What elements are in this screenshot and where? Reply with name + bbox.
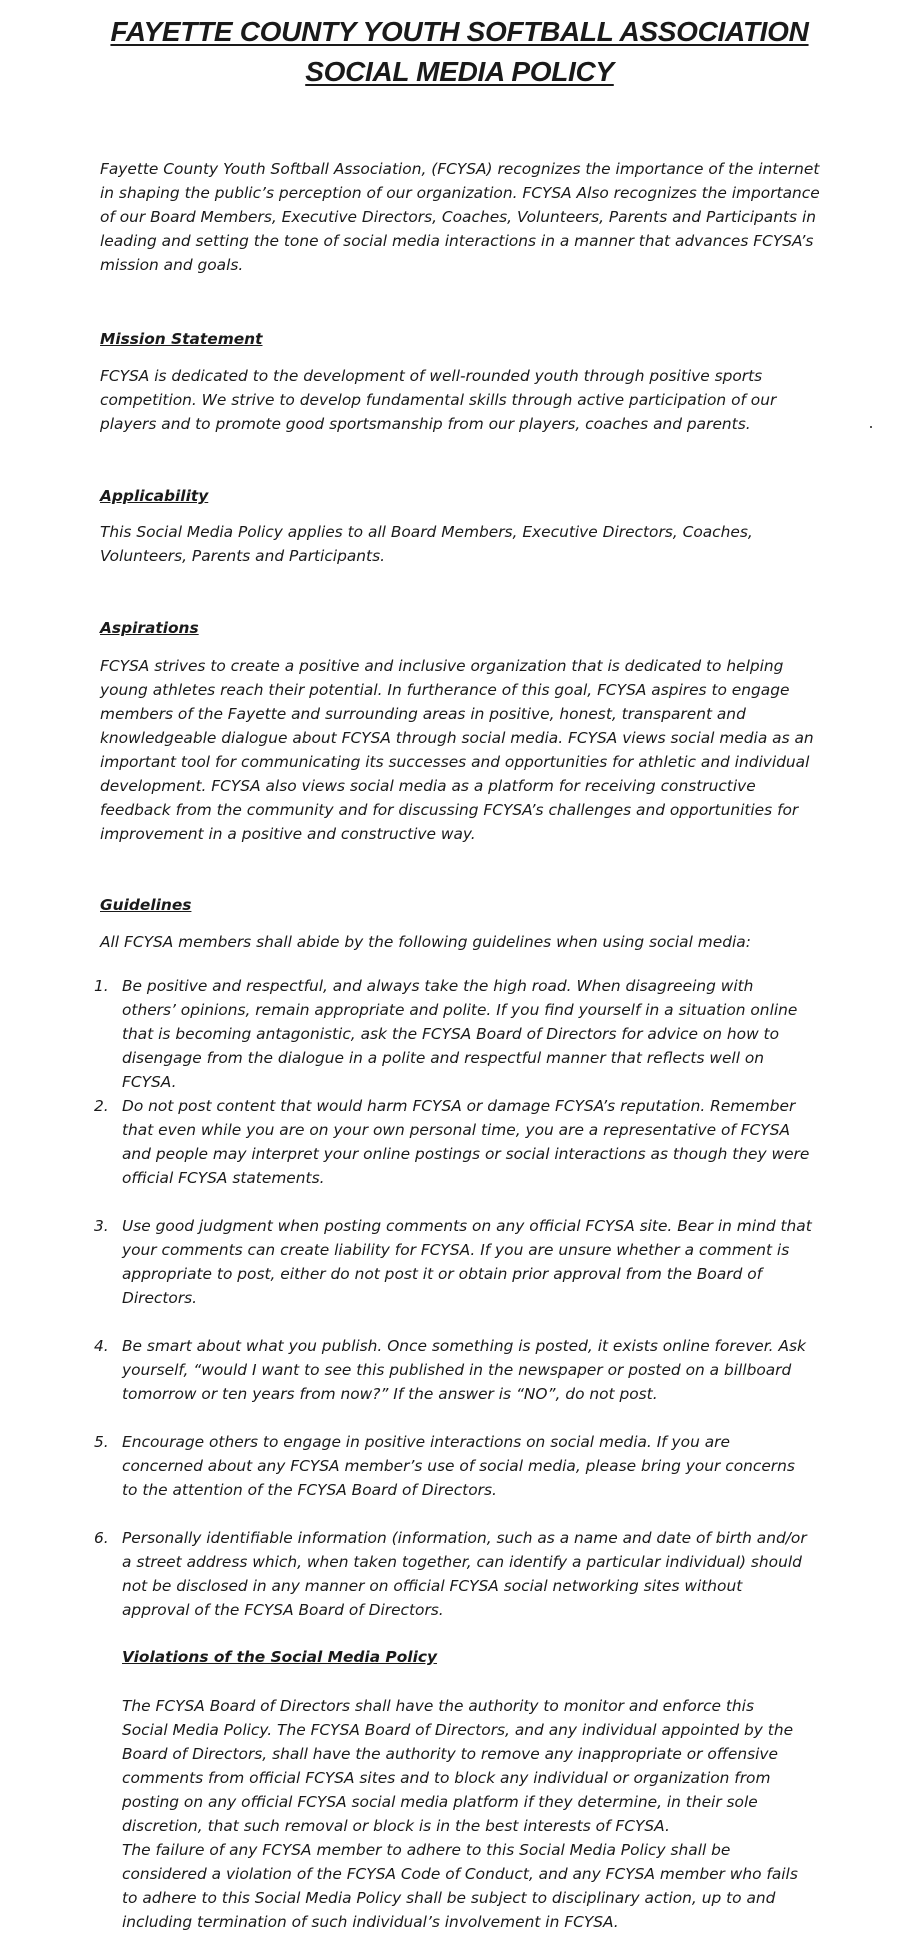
applicability-paragraph: This Social Media Policy applies to all Board Members, Executive Directors, Coaches, Volunteers, Parents and Participants. (100, 523, 753, 565)
guideline-number: 2. (94, 1097, 109, 1115)
violations-paragraph-2: The failure of any FCYSA member to adhere to this Social Media Policy shall be considered a violation of the FCYSA Code of Conduct, and any FCYSA member who fails to adhere to this Social Media Policy shall be subject to disciplinary action, up to and including termination of such individual’s involvement in FCYSA. (122, 1841, 798, 1931)
scan-speck (870, 426, 872, 428)
guideline-number: 4. (94, 1337, 109, 1355)
mission-heading: Mission Statement (100, 330, 263, 348)
guideline-number: 1. (94, 977, 109, 995)
aspirations-heading: Aspirations (100, 619, 199, 637)
guideline-text: Encourage others to engage in positive interactions on social media. If you are concerned about any FCYSA member’s use of social media, please bring your concerns to the attention of the FCYSA Board of Directors. (122, 1433, 795, 1499)
mission-paragraph: FCYSA is dedicated to the development of well-rounded youth through positive sports competition. We strive to develop fundamental skills through active participation of our players and to promote good sportsmanship from our players, coaches and parents. (100, 367, 777, 433)
guideline-text: Do not post content that would harm FCYSA or damage FCYSA’s reputation. Remember that even while you are on your own personal time, you are a representative of FCYSA and people may interpret your online postings or social interactions as though they were official FCYSA statements. (122, 1097, 810, 1187)
intro-paragraph: Fayette County Youth Softball Association, (FCYSA) recognizes the importance of the internet in shaping the public’s perception of our organization. FCYSA Also recognizes the importance of our Board Members, Executive Directors, Coaches, Volunteers, Parents and Participants in leading and setting the tone of social media interactions in a manner that advances FCYSA’s mission and goals. (100, 160, 820, 274)
guideline-text: Be smart about what you publish. Once something is posted, it exists online forever. Ask yourself, “would I want to see this published in the newspaper or posted on a billboard tomorrow or ten years from now?” If the answer is “NO”, do not post. (122, 1337, 806, 1403)
violations-paragraph: The FCYSA Board of Directors shall have the authority to monitor and enforce this Social Media Policy. The FCYSA Board of Directors, and any individual appointed by the Board of Directors, shall have the authority to remove any inappropriate or offensive comments from official FCYSA sites and to block any individual or organization from posting on any official FCYSA social media platform if they determine, in their sole discretion, that such removal or block is in the best interests of FCYSA. (122, 1697, 794, 1835)
guideline-number: 5. (94, 1433, 109, 1451)
document-subtitle: SOCIAL MEDIA POLICY (305, 56, 614, 87)
document-title: FAYETTE COUNTY YOUTH SOFTBALL ASSOCIATION (110, 16, 809, 47)
guideline-number: 3. (94, 1217, 109, 1235)
violations-heading: Violations of the Social Media Policy (122, 1648, 437, 1666)
guideline-text: Personally identifiable information (information, such as a name and date of birth and/or a street address which, when taken together, can identify a particular individual) should not be disclosed in any manner on official FCYSA social networking sites without approval of the FCYSA Board of Directors. (122, 1529, 807, 1619)
guideline-text: Be positive and respectful, and always take the high road. When disagreeing with others’ opinions, remain appropriate and polite. If you find yourself in a situation online that is becoming antagonistic, ask the FCYSA Board of Directors for advice on how to disengage from the dialogue in a polite and respectful manner that reflects well on FCYSA. (122, 977, 798, 1091)
aspirations-paragraph: FCYSA strives to create a positive and inclusive organization that is dedicated to helping young athletes reach their potential. In furtherance of this goal, FCYSA aspires to engage members of the Fayette and surrounding areas in positive, honest, transparent and knowledgeable dialogue about FCYSA through social media. FCYSA views social media as an important tool for communicating its successes and opportunities for athletic and individual development. FCYSA also views social media as a platform for receiving constructive feedback from the community and for discussing FCYSA’s challenges and opportunities for improvement in a positive and constructive way. (100, 657, 814, 843)
applicability-heading: Applicability (100, 487, 209, 505)
guidelines-heading: Guidelines (100, 896, 192, 914)
guideline-text: Use good judgment when posting comments on any official FCYSA site. Bear in mind that your comments can create liability for FCYSA. If you are unsure whether a comment is appropriate to post, either do not post it or obtain prior approval from the Board of Directors. (122, 1217, 812, 1307)
guidelines-intro: All FCYSA members shall abide by the following guidelines when using social media: (100, 933, 751, 951)
guideline-number: 6. (94, 1529, 109, 1547)
